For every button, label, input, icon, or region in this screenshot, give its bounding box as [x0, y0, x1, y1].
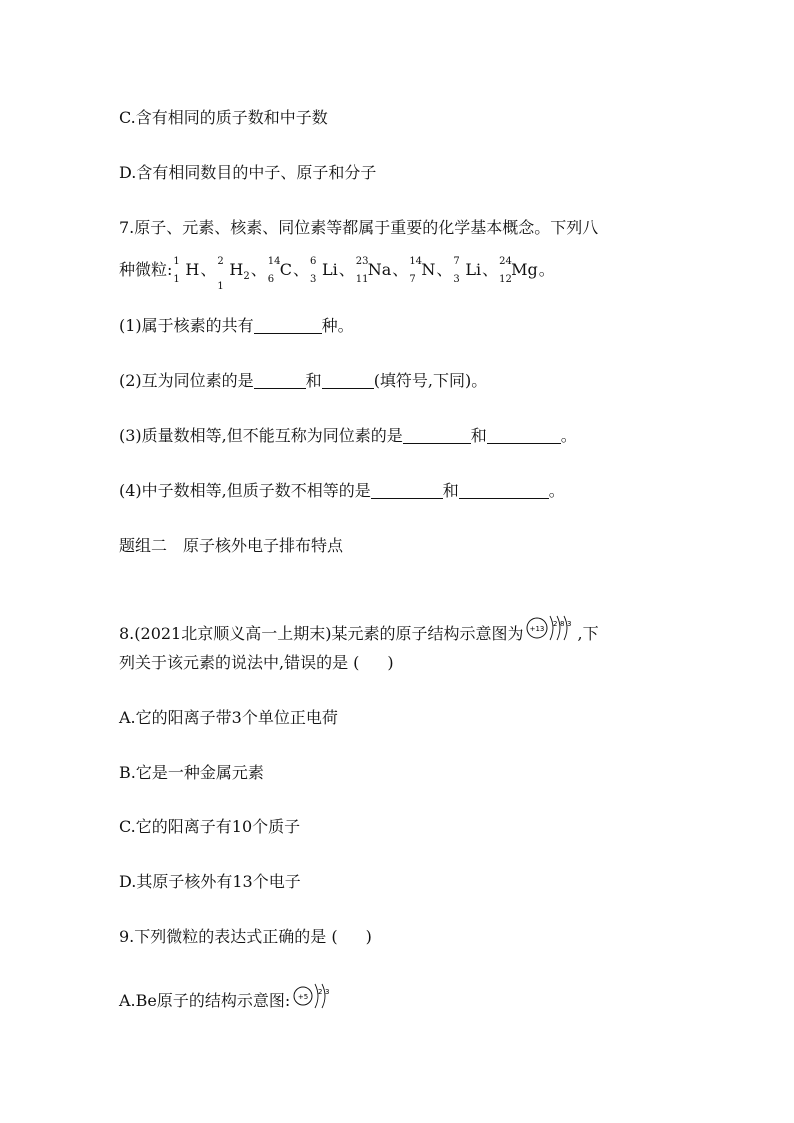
element-symbol: Li: [321, 260, 338, 279]
option-d-q6: D.含有相同数目的中子、原子和分子: [119, 163, 377, 182]
atom-structure-diagram: [525, 611, 575, 645]
element-symbol: Na: [367, 260, 392, 279]
q8-stem: [119, 611, 599, 645]
element-symbol: Li: [465, 260, 482, 279]
q7-intro: 7.原子、元素、核素、同位素等都属于重要的化学基本概念。下列八: [119, 218, 599, 237]
q8-option-c: C.它的阳离子有10个质子: [119, 817, 301, 836]
element-symbol: C: [279, 260, 292, 279]
atom8-shell: 2: [553, 620, 558, 628]
nuclide-symbol: 14 7 N: [409, 256, 436, 285]
q7-2-and: 和: [305, 371, 322, 390]
answer-blank[interactable]: [403, 427, 471, 444]
atom-structure-diagram: [292, 980, 336, 1012]
nuclide-symbol: 24 12 Mg: [499, 256, 538, 285]
element-symbol: H: [185, 260, 200, 279]
option-c-q6: C.含有相同的质子数和中子数: [119, 108, 328, 127]
answer-blank[interactable]: [487, 427, 561, 444]
answer-blank[interactable]: [371, 482, 443, 499]
list-separator: 、: [200, 260, 217, 279]
q8-text: 8.(2021北京顺义高一上期末)某元素的原子结构示意图为: [119, 624, 524, 643]
nuclide-list: [172, 256, 538, 293]
q9-option-a: [119, 980, 338, 1012]
molecule-subscript: 2: [243, 271, 250, 283]
list-separator: 、: [482, 260, 499, 279]
q7-2-suffix: (填符号,下同)。: [373, 371, 488, 390]
list-separator: 、: [250, 260, 267, 279]
nuclide-symbol: 2 1 $H_2$: [217, 256, 250, 293]
q7-3-text: (3)质量数相等,但不能互称为同位素的是: [119, 426, 403, 445]
q7-4-text: (4)中子数相等,但质子数不相等的是: [119, 481, 371, 500]
q8-text-2: 列关于该元素的说法中,错误的是 (: [119, 653, 360, 672]
nuclide-symbol: 14 6 C: [267, 256, 292, 285]
q7-part4: [119, 481, 565, 501]
q8-text-end: ,下: [577, 624, 599, 643]
q9-paren-close: ): [365, 927, 372, 946]
q9-option-a-text: A.Be原子的结构示意图:: [119, 991, 291, 1010]
nuclide-symbol: 23 11 Na: [355, 256, 392, 285]
q8-option-d: D.其原子核外有13个电子: [119, 872, 301, 891]
q7-nuclide-list: [119, 256, 555, 293]
nuclide-symbol: 7 3 Li: [453, 256, 482, 285]
q7-3-suffix: 。: [560, 426, 577, 445]
q7-1-suffix: 种。: [321, 316, 354, 335]
atom8-shell: 8: [560, 620, 565, 628]
atom9-nucleus: +5: [298, 993, 309, 1001]
q7-lead: 种微粒:: [119, 260, 173, 279]
atom8-shell: 3: [567, 620, 572, 628]
q7-3-and: 和: [470, 426, 487, 445]
element-symbol: H: [229, 260, 244, 279]
q7-part2: [119, 371, 487, 391]
q8-paren-close: ): [387, 653, 394, 672]
nuclide-symbol: 1 1 H: [173, 256, 200, 285]
list-separator: 、: [436, 260, 453, 279]
answer-blank[interactable]: [254, 372, 306, 389]
q7-part3: [119, 426, 577, 446]
element-symbol: N: [421, 260, 436, 279]
q7-part1: [119, 316, 354, 336]
atom8-nucleus: +13: [530, 625, 545, 633]
q7-end: 。: [538, 260, 555, 279]
q8-option-b: B.它是一种金属元素: [119, 763, 264, 782]
nuclide-symbol: 6 3 Li: [309, 256, 338, 285]
q8-stem-2: [119, 653, 394, 673]
q9-text: 9.下列微粒的表达式正确的是 (: [119, 927, 338, 946]
answer-blank[interactable]: [322, 372, 374, 389]
q7-4-and: 和: [442, 481, 459, 500]
answer-blank[interactable]: [254, 317, 322, 334]
atom9-shell: 3: [325, 988, 330, 996]
q7-2-text: (2)互为同位素的是: [119, 371, 254, 390]
q9-stem: [119, 927, 372, 947]
q7-4-suffix: 。: [548, 481, 565, 500]
section-heading: 题组二 原子核外电子排布特点: [119, 536, 344, 555]
atom9-shell: 2: [318, 988, 323, 996]
q7-1-text: (1)属于核素的共有: [119, 316, 254, 335]
list-separator: 、: [292, 260, 309, 279]
answer-blank[interactable]: [459, 482, 549, 499]
q8-option-a: A.它的阳离子带3个单位正电荷: [119, 708, 338, 727]
list-separator: 、: [392, 260, 409, 279]
element-symbol: Mg: [511, 260, 538, 279]
list-separator: 、: [338, 260, 355, 279]
